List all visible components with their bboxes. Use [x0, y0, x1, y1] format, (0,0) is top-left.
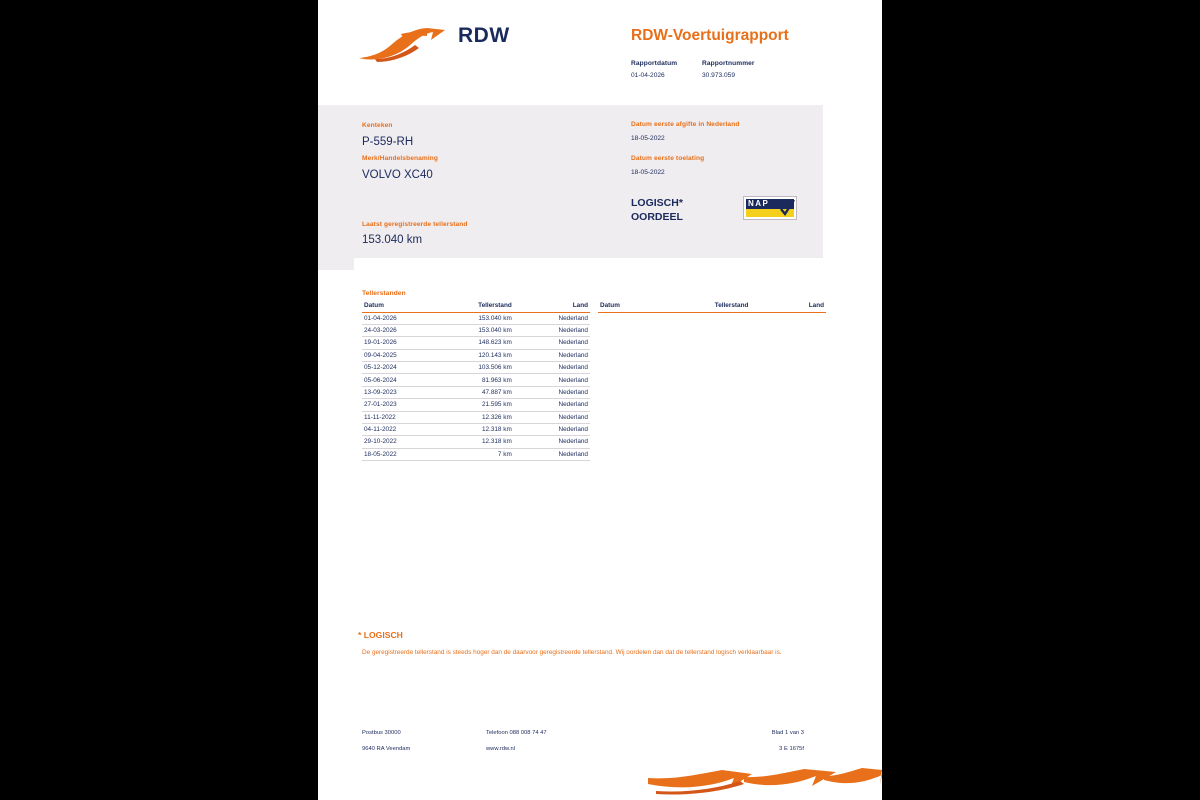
- column-header-land: Land: [756, 302, 826, 312]
- cell-land: Nederland: [520, 436, 590, 448]
- table-header-row: [362, 302, 590, 312]
- footer-page-number: Blad 1 van 3: [771, 730, 804, 736]
- cell-datum: 24-03-2026: [362, 324, 426, 336]
- cell-datum: 19-01-2026: [362, 337, 426, 349]
- table-row: [362, 349, 590, 361]
- cell-tellerstand: 103.506 km: [426, 362, 520, 374]
- report-number-block: [702, 60, 755, 79]
- footnote-title: * LOGISCH: [358, 630, 403, 640]
- document-header: [318, 0, 882, 105]
- table-row: [362, 448, 590, 460]
- cell-land: Nederland: [520, 448, 590, 460]
- cell-land: Nederland: [520, 349, 590, 361]
- cell-datum: 09-04-2025: [362, 349, 426, 361]
- kenteken-label: Kenteken: [362, 122, 393, 129]
- verdict-line-2: OORDEEL: [631, 211, 683, 223]
- cell-tellerstand: 148.623 km: [426, 337, 520, 349]
- cell-land: Nederland: [520, 399, 590, 411]
- table-row: [362, 411, 590, 423]
- cell-datum: 27-01-2023: [362, 399, 426, 411]
- footer-address: [362, 730, 410, 752]
- nap-label: NAP: [746, 199, 794, 209]
- table-row: [362, 399, 590, 411]
- cell-land: Nederland: [520, 324, 590, 336]
- verdict-line-1: LOGISCH*: [631, 197, 683, 209]
- cell-datum: 18-05-2022: [362, 448, 426, 460]
- column-header-datum: Datum: [362, 302, 426, 312]
- table-row: [362, 337, 590, 349]
- merk-value: VOLVO XC40: [362, 169, 433, 181]
- footer-website[interactable]: www.rdw.nl: [486, 746, 515, 752]
- first-admission-label: Datum eerste toelating: [631, 155, 705, 162]
- footer-contact: [486, 730, 547, 752]
- table-row: [362, 423, 590, 435]
- cell-tellerstand: 21.595 km: [426, 399, 520, 411]
- kenteken-value: P-559-RH: [362, 136, 414, 148]
- cell-tellerstand: 120.143 km: [426, 349, 520, 361]
- cell-datum: 05-06-2024: [362, 374, 426, 386]
- report-number-value: 30.973.059: [702, 72, 736, 79]
- cell-tellerstand: 12.318 km: [426, 423, 520, 435]
- footer-form-code: 3 E 1675f: [779, 746, 804, 752]
- document-page: [318, 0, 882, 800]
- odometer-table-left: [362, 302, 590, 461]
- cell-datum: 04-11-2022: [362, 423, 426, 435]
- report-date-block: [631, 60, 677, 79]
- first-issue-label: Datum eerste afgifte in Nederland: [631, 121, 740, 128]
- column-header-land: Land: [520, 302, 590, 312]
- table-row: [362, 312, 590, 324]
- first-issue-value: 18-05-2022: [631, 135, 665, 142]
- cell-datum: 13-09-2023: [362, 386, 426, 398]
- table-row: [362, 362, 590, 374]
- column-header-tellerstand: Tellerstand: [661, 302, 756, 312]
- table-header-row: [598, 302, 826, 312]
- report-number-label: Rapportnummer: [702, 60, 755, 67]
- cell-datum: 11-11-2022: [362, 411, 426, 423]
- footnote-body: De geregistreerde tellerstand is steeds hoger dan de daarvoor geregistreerde tellerstand. Wij oordelen dan dat de tellerstand logisch verklaarbaar is.: [362, 649, 782, 656]
- cell-tellerstand: 12.318 km: [426, 436, 520, 448]
- cell-tellerstand: 153.040 km: [426, 312, 520, 324]
- cell-land: Nederland: [520, 423, 590, 435]
- report-date-value: 01-04-2026: [631, 72, 665, 79]
- footer-address-line2: 9640 RA Veendam: [362, 746, 411, 752]
- cell-land: Nederland: [520, 362, 590, 374]
- cell-land: Nederland: [520, 386, 590, 398]
- verdict-block: [631, 196, 683, 224]
- odometer-value: 153.040 km: [362, 234, 423, 246]
- rdw-logo: [357, 22, 537, 64]
- odometer-table-right: [598, 302, 826, 313]
- rdw-arrow-logo-icon: [357, 28, 453, 69]
- cell-datum: 01-04-2026: [362, 312, 426, 324]
- rdw-wordmark: RDW: [458, 24, 510, 47]
- cell-tellerstand: 153.040 km: [426, 324, 520, 336]
- report-date-label: Rapportdatum: [631, 60, 678, 67]
- cell-tellerstand: 47.887 km: [426, 386, 520, 398]
- cell-tellerstand: 7 km: [426, 448, 520, 460]
- cell-datum: 29-10-2022: [362, 436, 426, 448]
- column-header-tellerstand: Tellerstand: [426, 302, 520, 312]
- panel-corner-notch: [318, 258, 354, 270]
- footer-decorative-arrows-icon: [648, 768, 882, 800]
- table-row: [362, 374, 590, 386]
- odometer-label: Laatst geregistreerde tellerstand: [362, 221, 468, 228]
- cell-land: Nederland: [520, 374, 590, 386]
- cell-land: Nederland: [520, 312, 590, 324]
- first-admission-value: 18-05-2022: [631, 169, 665, 176]
- document-footer: [318, 730, 882, 760]
- report-title: RDW-Voertuigrapport: [631, 27, 789, 44]
- column-header-datum: Datum: [598, 302, 661, 312]
- nap-badge: [743, 196, 797, 220]
- cell-tellerstand: 12.326 km: [426, 411, 520, 423]
- cell-datum: 05-12-2024: [362, 362, 426, 374]
- merk-label: Merk/Handelsbenaming: [362, 155, 439, 162]
- footer-phone: Telefoon 088 008 74 47: [486, 730, 547, 736]
- odometer-table-title: Tellerstanden: [362, 290, 406, 297]
- footer-pagination: [718, 730, 804, 752]
- table-row: [362, 324, 590, 336]
- cell-land: Nederland: [520, 337, 590, 349]
- odometer-table-body: [362, 312, 590, 461]
- cell-tellerstand: 81.963 km: [426, 374, 520, 386]
- footer-address-line1: Postbus 30000: [362, 730, 401, 736]
- cell-land: Nederland: [520, 411, 590, 423]
- table-row: [362, 436, 590, 448]
- check-mark-icon: [780, 198, 795, 218]
- table-row: [362, 386, 590, 398]
